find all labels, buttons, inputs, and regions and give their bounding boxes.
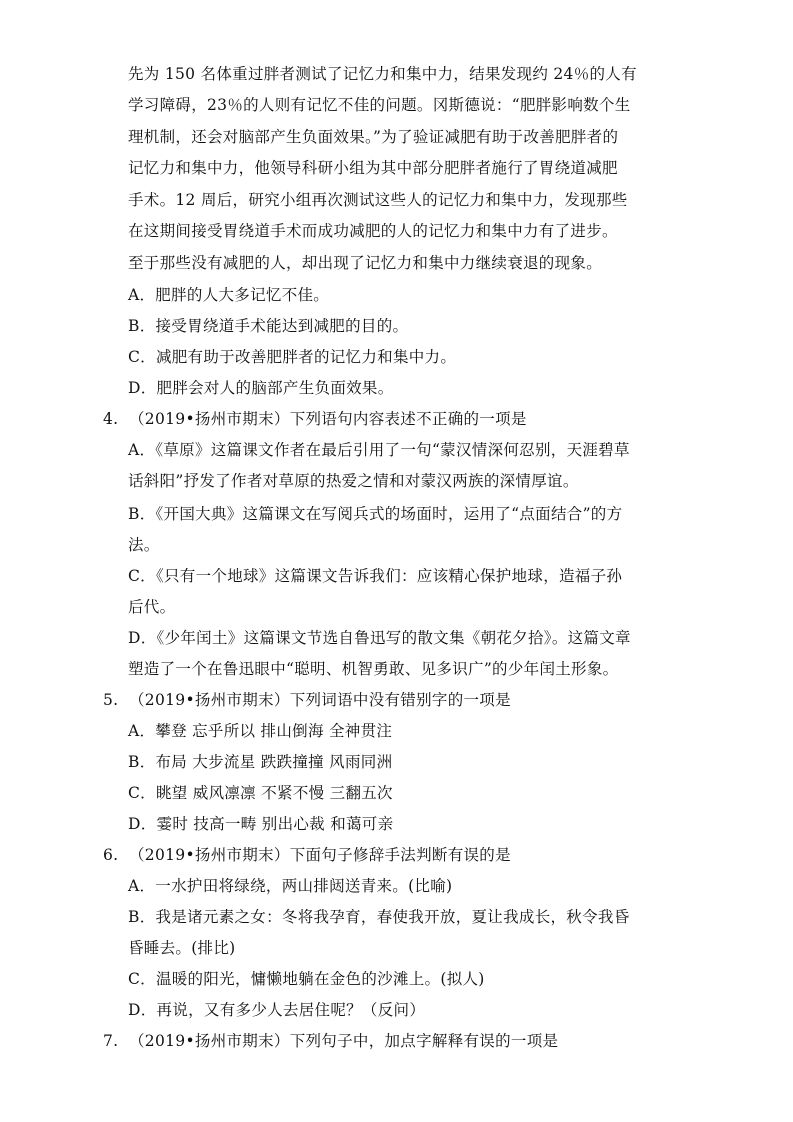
question-text: （2019•扬州市期末）下列句子中，加点字解释有误的一项是 — [129, 1032, 559, 1050]
question-number: 7. — [103, 1032, 119, 1050]
passage-line-7: 至于那些没有减肥的人，却出现了记忆力和集中力继续衰退的现象。 — [128, 254, 603, 272]
question-number: 4. — [103, 410, 119, 428]
question-5-stem — [103, 690, 511, 710]
q6-line-5: D．再说，又有多少人去居住呢？（反问） — [128, 1001, 426, 1019]
passage-option-c: C．减肥有助于改善肥胖者的记忆力和集中力。 — [128, 348, 457, 366]
passage-line-1: 先为 150 名体重过胖者测试了记忆力和集中力，结果发现约 24％的人有 — [128, 65, 637, 83]
q4-line-3: B．《开国大典》这篇课文在写阅兵式的场面时，运用了“点面结合”的方 — [128, 505, 623, 523]
passage-line-4: 记忆力和集中力，他领导科研小组为其中部分肥胖者施行了胃绕道减肥 — [128, 159, 618, 177]
q5-option-c: C．眺望 威风凛凛 不紧不慢 三翻五次 — [128, 784, 393, 802]
passage-option-d: D．肥胖会对人的脑部产生负面效果。 — [128, 379, 394, 397]
q4-line-4: 法。 — [128, 536, 160, 554]
passage-line-5: 手术。12 周后，研究小组再次测试这些人的记忆力和集中力，发现那些 — [128, 191, 628, 209]
q4-line-5: C．《只有一个地球》这篇课文告诉我们：应该精心保护地球，造福子孙 — [128, 567, 623, 585]
q6-line-4: C．温暖的阳光，慵懒地躺在金色的沙滩上。(拟人) — [128, 970, 485, 988]
question-6-stem — [103, 845, 511, 865]
q5-option-b: B．布局 大步流星 跌跌撞撞 风雨同洲 — [128, 753, 393, 771]
question-number: 5. — [103, 691, 119, 709]
question-7-stem — [103, 1031, 558, 1051]
q4-line-2: 话斜阳”抒发了作者对草原的热爱之情和对蒙汉两族的深情厚谊。 — [128, 472, 579, 490]
q6-line-1: A．一水护田将绿绕，两山排闼送青来。(比喻) — [128, 877, 453, 895]
q5-option-a: A．攀登 忘乎所以 排山倒海 全神贯注 — [128, 722, 393, 740]
question-text: （2019•扬州市期末）下面句子修辞手法判断有误的是 — [129, 846, 511, 864]
question-text: （2019•扬州市期末）下列语句内容表述不正确的一项是 — [129, 410, 527, 428]
q6-line-2: B．我是诸元素之女：冬将我孕育，春使我开放，夏让我成长，秋令我昏 — [128, 908, 630, 926]
passage-option-a: A．肥胖的人大多记忆不佳。 — [128, 286, 330, 304]
q4-line-8: 塑造了一个在鲁迅眼中“聪明、机智勇敢、见多识广”的少年闰土形象。 — [128, 660, 619, 678]
q4-line-6: 后代。 — [128, 598, 176, 616]
question-4-stem — [103, 409, 527, 429]
q4-line-1: A．《草原》这篇课文作者在最后引用了一句“蒙汉情深何忍别，天涯碧草 — [128, 441, 630, 459]
passage-line-6: 在这期间接受胃绕道手术而成功减肥的人的记忆力和集中力有了进步。 — [128, 222, 618, 240]
q6-line-3: 昏睡去。(排比) — [128, 939, 236, 957]
passage-line-2: 学习障碍，23％的人则有记忆不佳的问题。冈斯德说：“肥胖影响数个生 — [128, 96, 631, 114]
q4-line-7: D．《少年闰土》这篇课文节选自鲁迅写的散文集《朝花夕拾》。这篇文章 — [128, 629, 631, 647]
question-number: 6. — [103, 846, 119, 864]
question-text: （2019•扬州市期末）下列词语中没有错别字的一项是 — [129, 691, 511, 709]
passage-line-3: 理机制，还会对脑部产生负面效果。”为了验证减肥有助于改善肥胖者的 — [128, 128, 619, 146]
q5-option-d: D．霎时 技高一畴 别出心裁 和蔼可亲 — [128, 815, 394, 833]
passage-option-b: B．接受胃绕道手术能达到减肥的目的。 — [128, 317, 409, 335]
